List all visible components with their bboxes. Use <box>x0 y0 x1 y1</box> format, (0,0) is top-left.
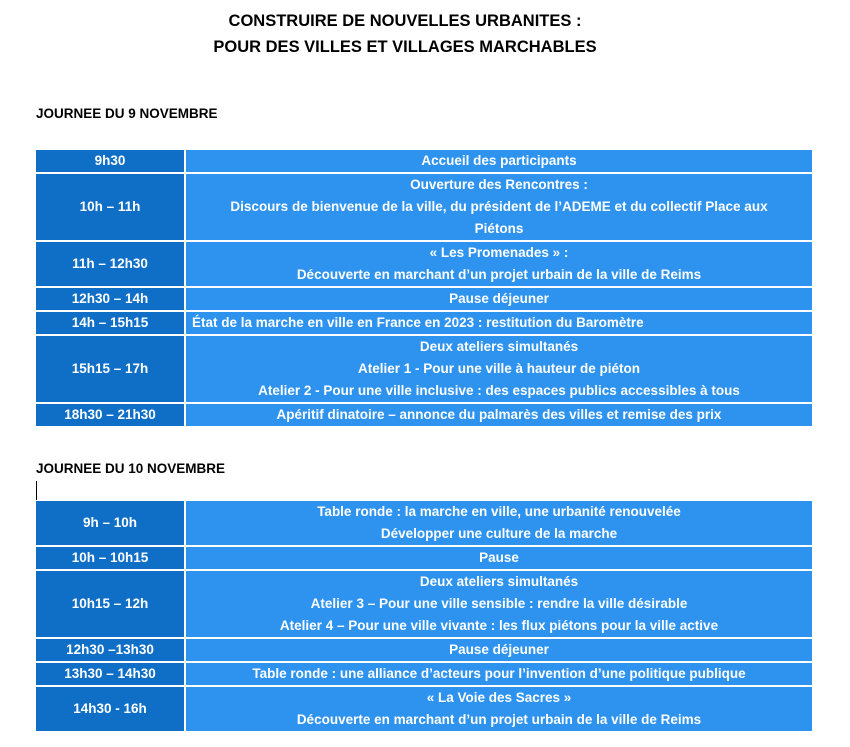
table-row <box>36 312 812 334</box>
activity-cell <box>186 687 812 731</box>
day1-schedule-table <box>34 148 814 428</box>
activity-line: Développer une culture de la marche <box>380 526 618 541</box>
activity-line: Atelier 2 - Pour une ville inclusive : des espaces publics accessibles à tous <box>258 383 740 398</box>
activity-line: Piétons <box>474 221 524 236</box>
activity-line: Pause <box>479 550 519 565</box>
table-row <box>36 547 812 569</box>
title-line-2: POUR DES VILLES ET VILLAGES MARCHABLES <box>213 38 597 56</box>
time-cell: 12h30 –13h30 <box>36 639 184 661</box>
activity-line: Atelier 3 – Pour une ville sensible : rendre la ville désirable <box>310 596 688 611</box>
table-row <box>36 663 812 685</box>
activity-line: Découverte en marchant d’un projet urbain de la ville de Reims <box>296 712 702 727</box>
time-cell: 9h – 10h <box>36 501 184 545</box>
activity-cell <box>186 242 812 286</box>
time-cell: 14h – 15h15 <box>36 312 184 334</box>
table-row <box>36 174 812 240</box>
time-cell: 11h – 12h30 <box>36 242 184 286</box>
time-cell: 13h30 – 14h30 <box>36 663 184 685</box>
activity-cell <box>186 663 812 685</box>
text-cursor <box>36 481 37 500</box>
table-row <box>36 242 812 286</box>
table-row <box>36 336 812 402</box>
activity-cell <box>186 639 812 661</box>
activity-cell <box>186 312 812 334</box>
activity-cell <box>186 501 812 545</box>
day2-schedule-table <box>34 499 814 733</box>
activity-cell <box>186 288 812 310</box>
activity-line: Accueil des participants <box>421 153 577 168</box>
activity-cell <box>186 547 812 569</box>
table-row <box>36 687 812 731</box>
activity-line: Table ronde : la marche en ville, une urbanité renouvelée <box>317 504 681 519</box>
time-cell: 18h30 – 21h30 <box>36 404 184 426</box>
activity-cell <box>186 174 812 240</box>
table-row <box>36 288 812 310</box>
activity-cell <box>186 404 812 426</box>
time-cell: 10h15 – 12h <box>36 571 184 637</box>
activity-line: Table ronde : une alliance d’acteurs pour l’invention d’une politique publique <box>252 666 746 681</box>
activity-line: Ouverture des Rencontres : <box>410 177 588 192</box>
time-cell: 15h15 – 17h <box>36 336 184 402</box>
activity-line: Pause déjeuner <box>449 291 549 306</box>
activity-line: État de la marche en ville en France en 2023 : restitution du Baromètre <box>192 315 644 330</box>
title-line-1: CONSTRUIRE DE NOUVELLES URBANITES : <box>228 12 582 30</box>
activity-line: Apéritif dinatoire – annonce du palmarès des villes et remise des prix <box>276 407 722 422</box>
activity-line: Atelier 1 - Pour une ville à hauteur de piéton <box>357 361 641 376</box>
activity-cell <box>186 336 812 402</box>
table-row <box>36 404 812 426</box>
time-cell: 10h – 11h <box>36 174 184 240</box>
activity-line: Discours de bienvenue de la ville, du président de l’ADEME et du collectif Place aux <box>230 199 768 214</box>
time-cell: 14h30 - 16h <box>36 687 184 731</box>
day1-heading: JOURNEE DU 9 NOVEMBRE <box>36 106 218 121</box>
time-cell: 10h – 10h15 <box>36 547 184 569</box>
activity-cell <box>186 150 812 172</box>
activity-line: Pause déjeuner <box>449 642 549 657</box>
table-row <box>36 639 812 661</box>
activity-line: Découverte en marchant d’un projet urbain de la ville de Reims <box>296 267 702 282</box>
table-row <box>36 571 812 637</box>
activity-line: Deux ateliers simultanés <box>419 339 579 354</box>
document-title <box>0 8 810 60</box>
activity-line: « La Voie des Sacres » <box>426 690 572 705</box>
time-cell: 9h30 <box>36 150 184 172</box>
table-row <box>36 150 812 172</box>
activity-cell <box>186 571 812 637</box>
activity-line: « Les Promenades » : <box>429 245 569 260</box>
activity-line: Deux ateliers simultanés <box>419 574 579 589</box>
table-row <box>36 501 812 545</box>
day2-heading: JOURNEE DU 10 NOVEMBRE <box>36 461 226 476</box>
time-cell: 12h30 – 14h <box>36 288 184 310</box>
activity-line: Atelier 4 – Pour une ville vivante : les flux piétons pour la ville active <box>279 618 719 633</box>
